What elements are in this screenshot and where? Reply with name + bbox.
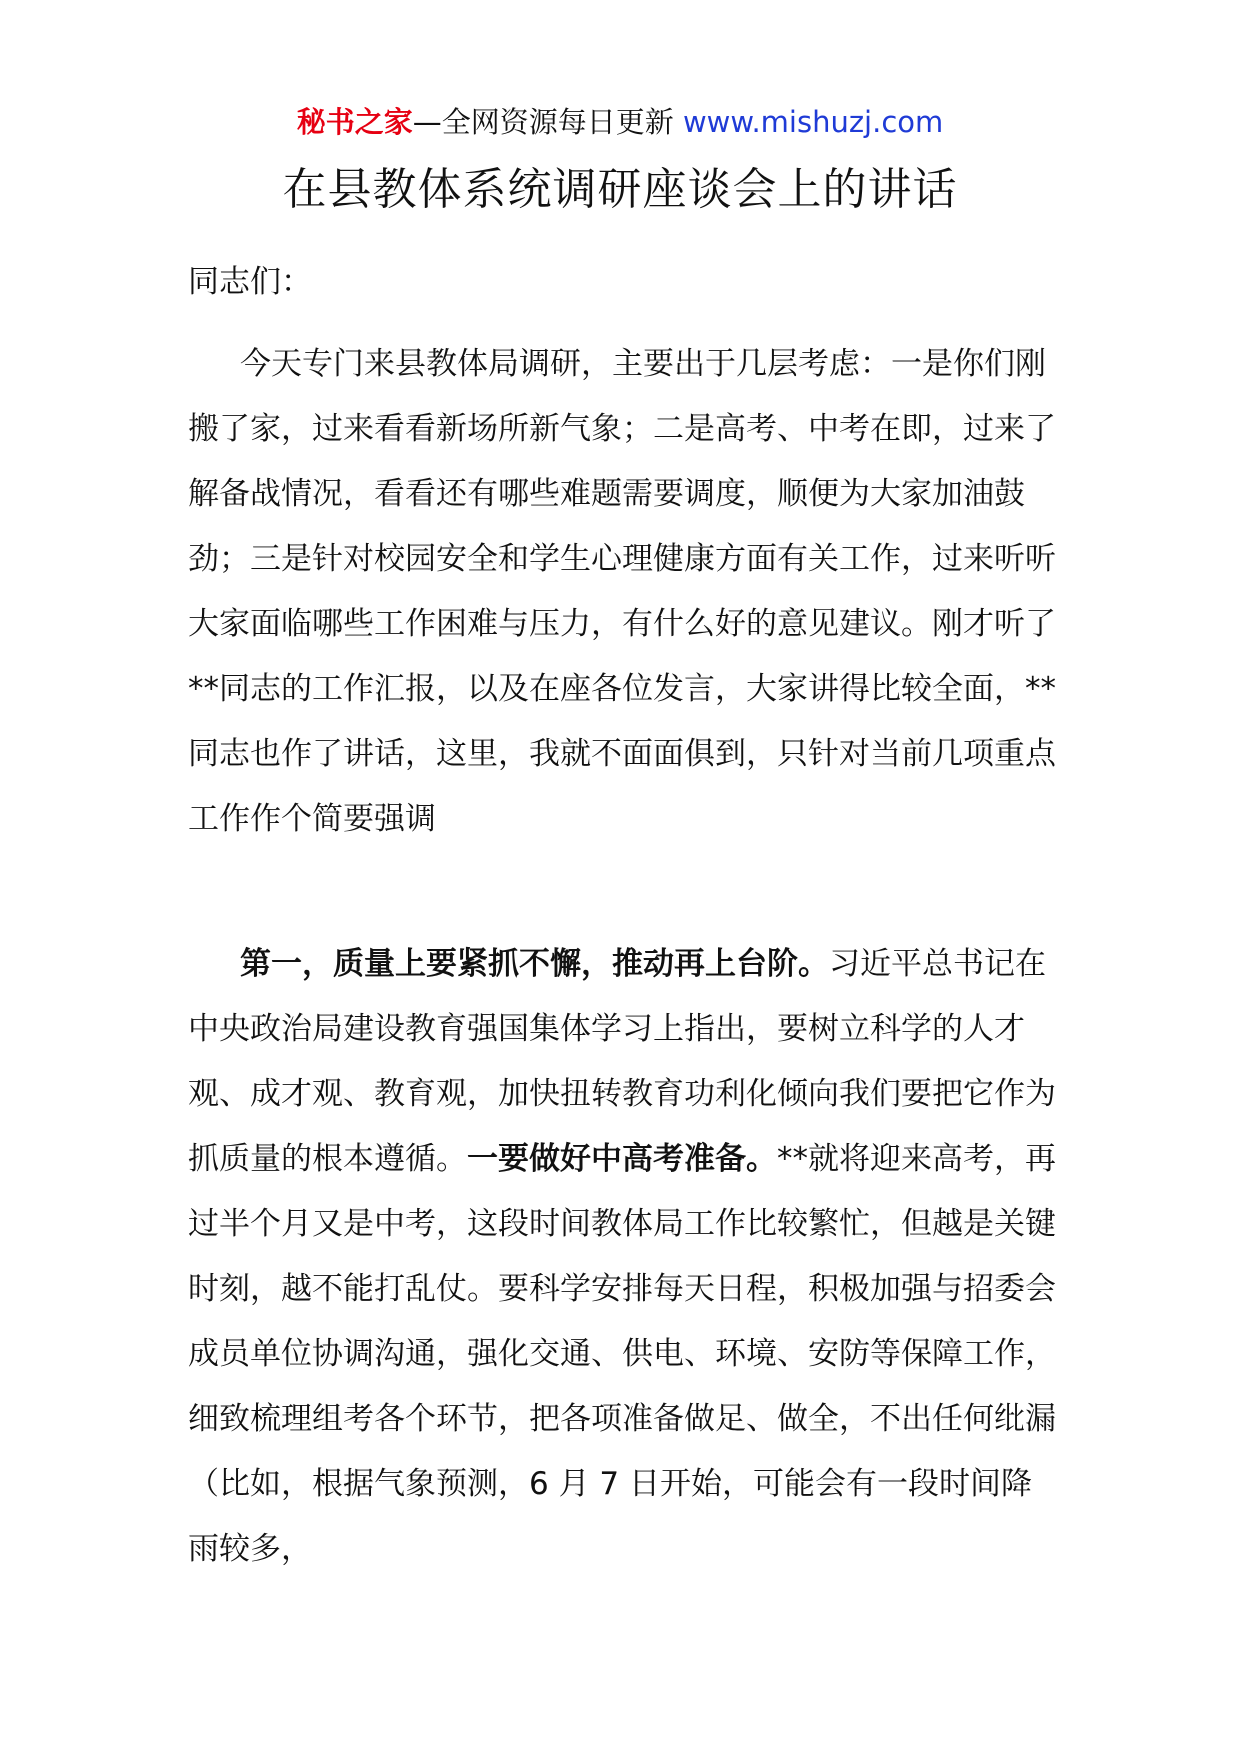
paragraph-intro: 今天专门来县教体局调研，主要出于几层考虑：一是你们刚搬了家，过来看看新场所新气象；二是高考、中考在即，过来了解备战情况，看看还有哪些难题需要调度，顺便为大家加油鼓劲；三是针对校园安全和学生心理健康方面有关工作，过来听听大家面临哪些工作困难与压力，有什么好的意见建议。刚才听了**同志的工作汇报，以及在座各位发言，大家讲得比较全面，**同志也作了讲话，这里，我就不面面俱到，只针对当前几项重点工作作个简要强调: [188, 346, 1056, 837]
section-heading: 第一，质量上要紧抓不懈，推动再上台阶。: [240, 946, 829, 982]
document-title: 在县教体系统调研座谈会上的讲话: [282, 164, 958, 215]
site-header: [0, 102, 1240, 142]
paragraph-text: 习近平总书记在中央政治局建设教育强国集体学习上指出，要树立科学的人才观、成才观、教育观，加快扭转教育功利化倾向我们要把它作为抓质量的根本遵循。: [188, 946, 1056, 1177]
paragraph-text: **就将迎来高考，再过半个月又是中考，这段时间教体局工作比较繁忙，但越是关键时刻，越不能打乱仗。要科学安排每天日程，积极加强与招委会成员单位协调沟通，强化交通、供电、环境、安防等保障工作，细致梳理组考各个环节，把各项准备做足、做全，不出任何纰漏（比如，根据气象预测，6 月 7 日开始，可能会有一段时间降雨较多，: [188, 1141, 1056, 1567]
subsection-heading: 一要做好中高考准备。: [467, 1141, 777, 1177]
salutation: 同志们：: [188, 264, 312, 300]
site-url-link[interactable]: www.mishuzj.com: [682, 105, 944, 139]
paragraph-quality: [188, 932, 1058, 1582]
header-tagline: —全网资源每日更新: [412, 105, 683, 139]
brand-name: 秘书之家: [296, 105, 413, 139]
